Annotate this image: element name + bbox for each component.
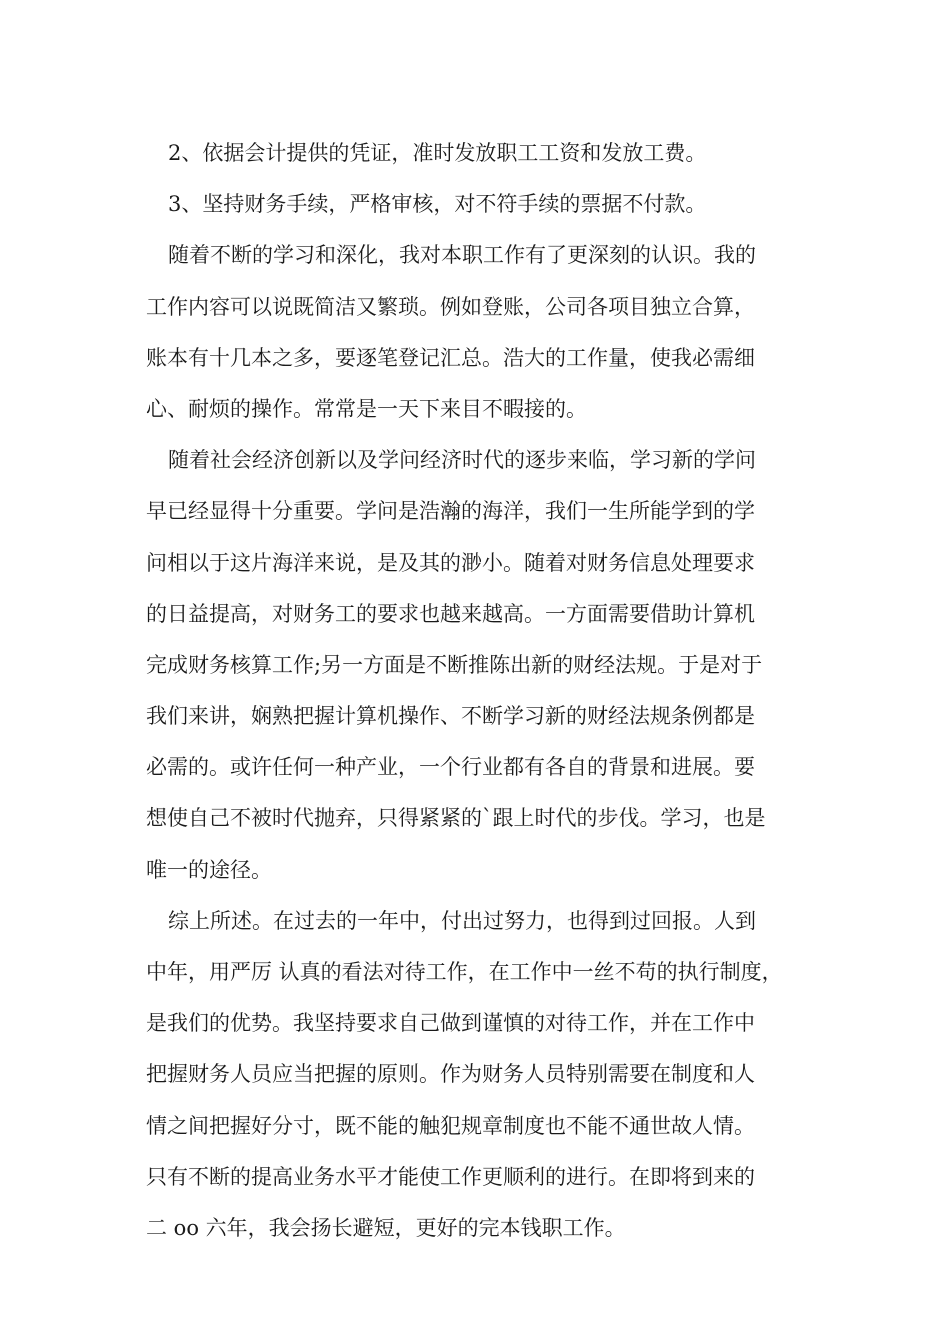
paragraph-line: 必需的。或许任何一种产业，一个行业都有各自的背景和进展。要 [146,755,755,780]
list-item-audit: 3、坚持财务手续，严格审核，对不符手续的票据不付款。 [168,192,707,217]
paragraph-line: 只有不断的提高业务水平才能使工作更顺利的进行。在即将到来的 [146,1164,755,1189]
paragraph-line: 是我们的优势。我坚持要求自己做到谨慎的对待工作，并在工作中 [146,1011,755,1036]
paragraph-line: 想使自己不被时代抛弃，只得紧紧的`跟上时代的步伐。学习，也是 [146,806,766,831]
paragraph-line: 二 oo 六年，我会扬长避短，更好的完本钱职工作。 [146,1215,626,1240]
paragraph-line: 情之间把握好分寸，既不能的触犯规章制度也不能不通世故人情。 [146,1113,755,1138]
paragraph-line: 我们来讲，娴熟把握计算机操作、不断学习新的财经法规条例都是 [146,704,755,729]
paragraph-line: 综上所述。在过去的一年中，付出过努力，也得到过回报。人到 [168,908,756,933]
paragraph-line: 完成财务核算工作;另一方面是不断推陈出新的财经法规。于是对于 [146,652,763,677]
paragraph-line: 的日益提高，对财务工的要求也越来越高。一方面需要借助计算机 [146,601,755,626]
paragraph-line: 问相以于这片海洋来说，是及其的渺小。随着对财务信息处理要求 [146,550,755,575]
paragraph-line: 账本有十几本之多，要逐笔登记汇总。浩大的工作量，使我必需细 [146,345,755,370]
paragraph-line: 把握财务人员应当把握的原则。作为财务人员特别需要在制度和人 [146,1062,755,1087]
paragraph-line: 中年，用严厉 认真的看法对待工作，在工作中一丝不苟的执行制度， [146,960,783,984]
paragraph-line: 随着不断的学习和深化，我对本职工作有了更深刻的认识。我的 [168,243,756,268]
paragraph-line: 早已经显得十分重要。学问是浩瀚的海洋，我们一生所能学到的学 [146,499,755,524]
paragraph-line: 心、耐烦的操作。常常是一天下来目不暇接的。 [146,396,587,421]
paragraph-line: 唯一的途径。 [146,857,272,882]
list-item-salary: 2、依据会计提供的凭证，准时发放职工工资和发放工费。 [168,141,707,165]
paragraph-line: 随着社会经济创新以及学问经济时代的逐步来临，学习新的学问 [168,448,756,473]
paragraph-line: 工作内容可以说既简洁又繁琐。例如登账，公司各项目独立合算， [146,294,755,319]
document-body [146,128,826,1254]
